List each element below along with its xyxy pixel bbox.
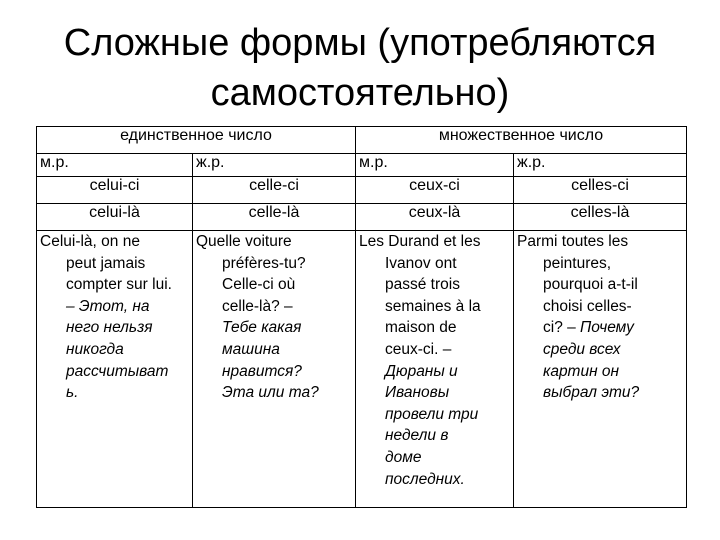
example-russian-line: недели в bbox=[385, 427, 449, 445]
example-russian-inline: Почему bbox=[575, 319, 634, 337]
example-russian-line: никогда bbox=[66, 340, 124, 358]
example-cell bbox=[37, 231, 193, 508]
example-russian-line: среди всех bbox=[543, 340, 621, 358]
form-cell: celle-là bbox=[193, 204, 356, 231]
example-russian-line: нравится? bbox=[222, 362, 302, 380]
example-russian-line: – Этот, на bbox=[66, 297, 150, 315]
form-cell: celles-ci bbox=[514, 177, 687, 204]
title-line-1: Сложные формы (употребляются bbox=[63, 22, 657, 64]
plural-header: множественное число bbox=[356, 127, 687, 154]
title-line-2: самостоятельно) bbox=[210, 72, 510, 114]
form-cell: celle-ci bbox=[193, 177, 356, 204]
example-russian-line: него нельзя bbox=[66, 319, 153, 337]
example-cell bbox=[514, 231, 687, 508]
example-russian-line: Тебе какая bbox=[222, 319, 302, 337]
example-russian-line: провели три bbox=[385, 405, 479, 423]
example-french-line: Celle-ci où bbox=[222, 276, 296, 294]
example-french-line: Parmi toutes les bbox=[517, 233, 629, 250]
singular-header: единственное число bbox=[37, 127, 356, 154]
example-french-line: ci? – Почему bbox=[543, 319, 634, 337]
example-french-line: ceux-ci. – bbox=[385, 340, 452, 358]
forms-la-row bbox=[37, 204, 687, 231]
form-cell: celui-là bbox=[37, 204, 193, 231]
example-french-line: peut jamais bbox=[66, 254, 146, 272]
example-russian-line: машина bbox=[222, 340, 280, 358]
example-russian-line: ь. bbox=[66, 384, 79, 402]
example-french-line: compter sur lui. bbox=[66, 276, 172, 294]
form-cell: celui-ci bbox=[37, 177, 193, 204]
example-cell bbox=[356, 231, 514, 508]
example-russian-line: рассчитыват bbox=[66, 362, 169, 380]
example-french-line: préfères-tu? bbox=[222, 254, 306, 272]
forms-ci-row bbox=[37, 177, 687, 204]
form-cell: celles-là bbox=[514, 204, 687, 231]
gender-singular-feminine: ж.р. bbox=[193, 154, 356, 177]
example-french-line: Celui-là, on ne bbox=[40, 233, 140, 250]
example-russian-line: Дюраны и bbox=[385, 362, 458, 380]
gender-header-row bbox=[37, 154, 687, 177]
example-russian-line: картин он bbox=[543, 362, 620, 380]
example-russian-line: выбрал эти? bbox=[543, 384, 640, 402]
form-cell: ceux-ci bbox=[356, 177, 514, 204]
gender-singular-masculine: м.р. bbox=[37, 154, 193, 177]
example-french-line: peintures, bbox=[543, 254, 612, 272]
example-french-line: pourquoi a-t-il bbox=[543, 276, 638, 294]
number-header-row bbox=[37, 127, 687, 154]
example-french-line: semaines à la bbox=[385, 297, 481, 315]
example-russian-line: доме bbox=[385, 448, 422, 466]
example-french-line: celle-là? – bbox=[222, 297, 293, 315]
examples-row bbox=[37, 231, 687, 508]
example-cell bbox=[193, 231, 356, 508]
example-russian-line: Ивановы bbox=[385, 384, 450, 402]
form-cell: ceux-là bbox=[356, 204, 514, 231]
example-french-line: Les Durand et les bbox=[359, 233, 481, 250]
demonstrative-pronouns-table bbox=[36, 126, 687, 508]
example-russian-line: Эта или та? bbox=[222, 384, 319, 402]
example-french-line: Quelle voiture bbox=[196, 233, 292, 250]
example-russian-line: последних. bbox=[385, 470, 465, 488]
gender-plural-feminine: ж.р. bbox=[514, 154, 687, 177]
page-title bbox=[0, 18, 720, 118]
example-french-line: passé trois bbox=[385, 276, 460, 294]
example-french-line: maison de bbox=[385, 319, 457, 337]
gender-plural-masculine: м.р. bbox=[356, 154, 514, 177]
example-french-line: Ivanov ont bbox=[385, 254, 457, 272]
example-french-line: choisi celles- bbox=[543, 297, 632, 315]
